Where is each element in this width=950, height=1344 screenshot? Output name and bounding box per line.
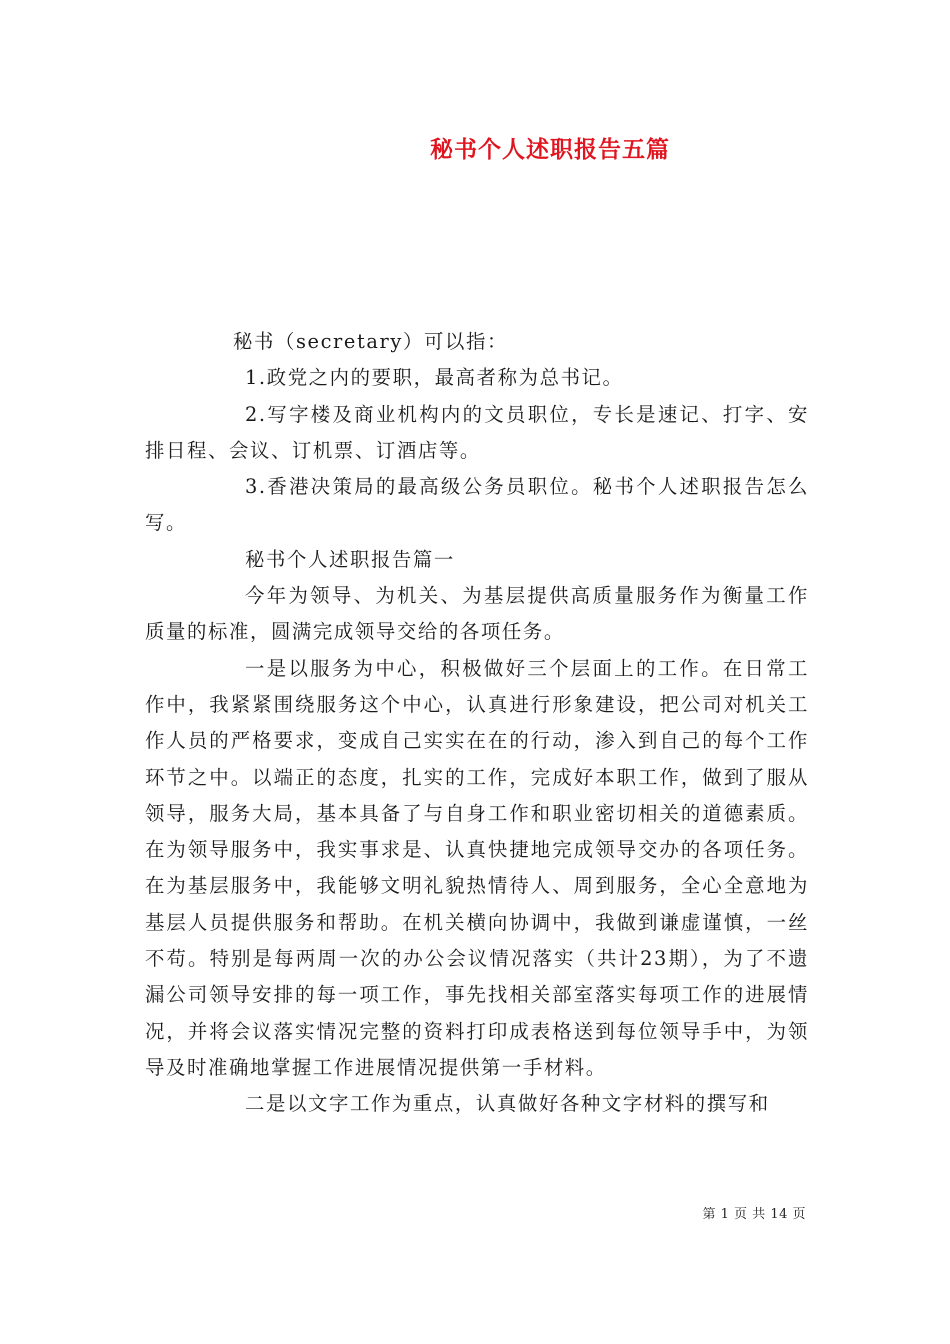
document-body — [145, 324, 809, 1123]
paragraph-item-2: 2.写字楼及商业机构内的文员职位，专长是速记、打字、安排日程、会议、订机票、订酒店等。 — [145, 402, 809, 462]
paragraph-intro: 秘书（secretary）可以指： — [233, 330, 508, 353]
paragraph-point-1: 一是以服务为中心，积极做好三个层面上的工作。在日常工作中，我紧紧围绕服务这个中心，认真进行形象建设，把公司对机关工作人员的严格要求，变成自己实实在在的行动，渗入到自己的每个工作环节之中。以端正的态度，扎实的工作，完成好本职工作，做到了服从领导，服务大局，基本具备了与自身工作和职业密切相关的道德素质。在为领导服务中，我实事求是、认真快捷地完成领导交办的各项任务。在为基层服务中，我能够文明礼貌热情待人、周到服务，全心全意地为基层人员提供服务和帮助。在机关横向协调中，我做到谦虚谨慎，一丝不苟。特别是每两周一次的办公会议情况落实（共计23期），为了不遗漏公司领导安排的每一项工作，事先找相关部室落实每项工作的进展情况，并将会议落实情况完整的资料打印成表格送到每位领导手中，为领导及时准确地掌握工作进展情况提供第一手材料。 — [145, 656, 809, 1079]
paragraph-item-3: 3.香港决策局的最高级公务员职位。秘书个人述职报告怎么写。 — [145, 475, 809, 535]
paragraph-item-1: 1.政党之内的要职，最高者称为总书记。 — [245, 366, 624, 390]
paragraph-summary: 今年为领导、为机关、为基层提供高质量服务作为衡量工作质量的标准，圆满完成领导交给的各项任务。 — [145, 584, 809, 644]
page-number: 第 1 页 共 14 页 — [702, 1207, 806, 1222]
paragraph-point-2: 二是以文字工作为重点，认真做好各种文字材料的撰写和 — [245, 1092, 770, 1116]
section-heading: 秘书个人述职报告篇一 — [245, 547, 455, 571]
document-title: 秘书个人述职报告五篇 — [430, 136, 670, 163]
